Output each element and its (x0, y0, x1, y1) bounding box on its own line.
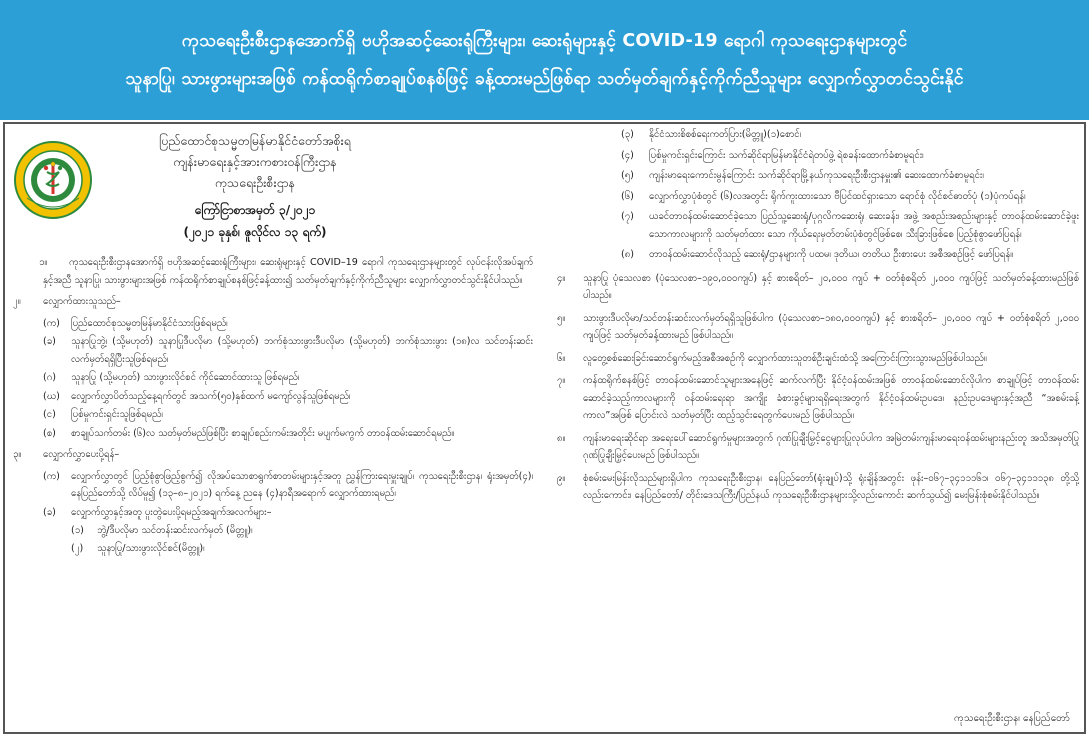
item-text: ယခင်တာဝန်ထမ်းဆောင်ခဲ့သော ပြည်သူ့ဆေးရုံ/ပုဂ္ဂလိကဆေးရုံ၊ ဆေးခန်း၊ အဖွဲ့ အစည်းအစည်းများနှင့် တာဝန်ထမ်းဆောင်ခဲ့ဖူးသောကာလများကို သတ်မှတ်ထား သော ကိုယ်ရေးမှတ်တမ်းပုံစံတွင်ဖြစ်စေ၊ သီးခြားဖြစ်စေ ပြည့်စုံစွာဖော်ပြရန်၊ (649, 211, 1079, 240)
item-number: (၆) (621, 190, 634, 202)
sub-list-item (13, 540, 533, 558)
paragraph-2 (13, 293, 533, 311)
list-item (13, 315, 533, 333)
paragraph-number: ၁။ (39, 257, 48, 268)
sub-list-item (549, 126, 1079, 144)
ministry-seal-icon (13, 140, 93, 220)
item-number: (ခ) (43, 336, 56, 347)
paragraph-number: ၈။ (557, 432, 566, 444)
list-item (13, 425, 533, 443)
item-number: (က) (43, 470, 60, 482)
left-column (13, 254, 533, 557)
paragraph-number: ၂။ (13, 296, 21, 307)
paragraph-number: ၅။ (557, 312, 566, 324)
paragraph-number: ၉။ (557, 472, 566, 484)
notice-number: ကြော်ငြာစာအမှတ် ၃/၂၀၂၁ (194, 203, 316, 217)
sub-list-item (13, 522, 533, 540)
item-number: (ဃ) (43, 390, 60, 402)
item-text: လျှောက်လွှာပုံစံတွင် (၆)လအတွင်း ရိုက်ကူးထားသော ဗီပြင်ထင်ရှားသော ရောင်စုံ လိုင်စင်ဓာတ်ပုံ (၁)ပုံကပ်ရန်၊ (649, 190, 1026, 202)
sub-list-item (549, 246, 1079, 264)
item-text: ပြစ်မှုကင်းရှင်းသူဖြစ်ရမည်၊ (71, 409, 163, 420)
notice-frame (3, 122, 1086, 734)
list-item (13, 406, 533, 424)
paragraph-text: ကျန်းမာရေးဆိုင်ရာ အရေးပေါ်ဆောင်ရွက်မှုများအတွက် ဂုဏ်ပြုချီးမြှင့်ငွေများပြုလုပ်ပါက အမြဲတမ်းကျန်းမာရေးဝန်ထမ်းများနည်းတူ အသိအမှတ်ပြု ဂုဏ်ပြုချီးမြှင့်ပေးမည် ဖြစ်ပါသည်။ (583, 432, 1079, 461)
ministry-name: ကျန်းမာရေးနှင့်အားကစားဝန်ကြီးဌာန (173, 154, 337, 169)
item-number: (၅) (621, 170, 634, 181)
item-number: (င) (43, 409, 56, 420)
item-number: (၁) (71, 525, 84, 536)
paragraph-3 (13, 446, 533, 464)
item-number: (က) (43, 317, 60, 329)
department-name: ကုသရေးဦးစီးဌာန (214, 175, 296, 190)
issuing-authority (105, 130, 405, 243)
paragraph-number: ၄။ (557, 272, 566, 284)
paragraph-number: ၃။ (13, 449, 22, 460)
item-text: လျှောက်လွှာနှင့်အတူ ပူးတွဲပေးပို့ရမည့်အချက်အလက်များ– (71, 506, 272, 518)
headline-banner (0, 0, 1089, 120)
list-item (13, 468, 533, 503)
item-text: စာချုပ်သက်တမ်း (၆)လ သတ်မှတ်မည်ဖြစ်ပြီး စာချုပ်စည်းကမ်းအတိုင်း မပျက်မကွက် တာဝန်ထမ်းဆောင်ရမည်။ (71, 427, 455, 439)
sub-list-item (549, 167, 1079, 185)
paragraph-text: သူနာပြု ပုံသေလစာ (ပုံသေလစာ–၁၉၀,၀၀၀ကျပ်) နှင့် စားစရိတ်– ၂၀,၀၀၀ ကျပ် + ဝတ်စုံစရိတ် ၂,၀၀၀ ကျပ်ဖြင့် သတ်မှတ်ခန့်ထားမည်ဖြစ်ပါသည်။ (583, 272, 1079, 301)
item-number: (၂) (71, 542, 84, 554)
item-text: သူနာပြု (သို့မဟုတ်) သားဖွားလိုင်စင် ကိုင်ဆောင်ထားသူ ဖြစ်ရမည်၊ (71, 372, 300, 383)
right-column (549, 126, 1079, 510)
paragraph-title: လျှောက်ထားသူသည်– (43, 296, 121, 307)
item-text: ကျန်းမာရေးကောင်းမွန်ကြောင်း သက်ဆိုင်ရာမြို့နယ်ကုသရေးဦးစီးဌာနမှူး၏ ဆေးထောက်ခံစာမူရင်း၊ (649, 170, 984, 181)
paragraph-6 (549, 350, 1079, 368)
paragraph-7 (549, 372, 1079, 425)
item-number: (ခ) (43, 506, 56, 518)
sub-list-item (549, 147, 1079, 165)
paragraph-number: ၇။ (557, 375, 566, 386)
paragraph-1 (13, 254, 533, 289)
item-number: (စ) (43, 427, 56, 439)
headline-line-2: သူနာပြု၊ သားဖွားများအဖြစ် ကန်ထရိုက်စာချုပ်စနစ်ဖြင့် ခန့်ထားမည်ဖြစ်ရာ သတ်မှတ်ချက်နှင့်ကိုက်ညီသူများ လျှောက်လွှာတင်သွင်းနိုင် (125, 69, 964, 89)
list-item (13, 388, 533, 406)
paragraph-4 (549, 270, 1079, 305)
government-name: ပြည်ထောင်စုသမ္မတမြန်မာနိုင်ငံတော်အစိုးရ (159, 133, 351, 148)
item-text: သူနာပြု/သားဖွားလိုင်စင်(မိတ္တူ)၊ (97, 542, 205, 554)
paragraph-number: ၆။ (557, 352, 566, 364)
paragraph-5 (549, 310, 1079, 345)
list-item (13, 504, 533, 522)
item-number: (ဂ) (43, 372, 56, 383)
item-text: ဘွဲ့/ဒီပလိုမာ သင်တန်းဆင်းလက်မှတ် (မိတ္တူ)၊ (97, 525, 253, 536)
paragraph-text: လူတွေ့စစ်ဆေးခြင်းဆောင်ရွက်မည့်အစီအစဉ်ကို လျှောက်ထားသူတစ်ဦးချင်းထံသို့ အကြောင်းကြားသွားမည်ဖြစ်ပါသည်။ (583, 352, 987, 364)
item-text: လျှောက်လွှာတွင် ပြည့်စုံစွာဖြည့်စွက်၍ လိုအပ်သောစာရွက်စာတမ်းများနှင့်အတူ ညွှန်ကြားရေးမှူးချုပ်၊ ကုသရေးဦးစီးဌာန၊ ရုံးအမှတ်(၄)၊ နေပြည်တော်သို့ လိပ်မူ၍ (၁၃–၈–၂၀၂၁) ရက်နေ့ ညနေ (၄)နာရီအရောက် လျှောက်ထားရမည်၊ (71, 470, 533, 499)
item-text: တာဝန်ထမ်းဆောင်လိုသည့် ဆေးရုံ/ဌာနများကို ပထမ၊ ဒုတိယ၊ တတိယ ဦးစားပေး အစီအစဉ်ဖြင့် ဖော်ပြရန်။ (649, 249, 1014, 260)
item-number: (၄) (621, 149, 634, 161)
paragraph-9 (549, 470, 1079, 505)
item-text: နိုင်ငံသားစိစစ်ရေးကတ်ပြား(မိတ္တူ)(၁)စောင်၊ (649, 129, 802, 140)
paragraph-text: ကန်ထရိုက်စနစ်ဖြင့် တာဝန်ထမ်းဆောင်သူများအနေဖြင့် ဆက်လက်ပြီး နိုင်ငံ့ဝန်ထမ်းအဖြစ် တာဝန်ထမ်းဆောင်လိုပါက စာချုပ်ဖြင့် တာဝန်ထမ်းဆောင်ခဲ့သည့်ကာလများကို ဝန်ထမ်းရေးရာ အကျိုး ခံစားခွင့်များရရှိရေးအတွက် နိုင်ငံ့ဝန်ထမ်းဥပဒေ၊ နည်းဥပဒေများနှင့်အညီ “အစမ်းခန့်ကာလ”အဖြစ် ပြောင်းလဲ သတ်မှတ်ပြီး ထည့်သွင်းရေတွက်ပေးမည် ဖြစ်ပါသည်။ (583, 375, 1079, 421)
list-item (13, 333, 533, 368)
paragraph-text: ကုသရေးဦးစီးဌာနအောက်ရှိ ဗဟိုအဆင့်ဆေးရုံကြီးများ၊ ဆေးရုံများနှင့် COVID–19 ရောဂါ ကုသရေးဌာနများတွင် လုပ်ငန်းလိုအပ်ချက်နှင့်အညီ သူနာပြု၊ သားဖွားများအဖြစ် ကန်ထရိုက်စာချုပ်စနစ်ဖြင့်ခန့်ထား၍ သတ်မှတ်ချက်နှင့်ကိုက်ညီသူများ လျှောက်လွှာတင်သွင်းနိုင်ပါသည်။ (43, 257, 533, 286)
paragraph-text: စုံစမ်းမေးမြန်းလိုသည်များရှိပါက ကုသရေးဦးစီးဌာန၊ နေပြည်တော်(ရုံးချုပ်)သို့ ရုံးချိန်အတွင်း ဖုန်း–၀၆၇–၃၄၁၁၁၆၁၊ ၀၆၇–၃၄၁၁၁၃၈ တို့သို့လည်းကောင်း၊ နေပြည်တော်/ တိုင်းဒေသကြီး/ပြည်နယ် ကုသရေးဦးစီးဌာနများသို့လည်းကောင်း ဆက်သွယ်၍ မေးမြန်းစုံစမ်းနိုင်ပါသည်။ (583, 472, 1079, 501)
item-number: (၃) (621, 129, 634, 140)
item-number: (၇) (621, 211, 634, 222)
sub-list-item (549, 208, 1079, 243)
item-text: ပြည်ထောင်စုသမ္မတမြန်မာနိုင်ငံသားဖြစ်ရမည်၊ (71, 317, 228, 329)
sub-list-item (549, 188, 1079, 206)
item-text: လျှောက်လွှာပိတ်သည့်နေ့ရက်တွင် အသက်(၅၀)နှစ်ထက် မကျော်လွန်သူဖြစ်ရမည်၊ (71, 390, 351, 402)
signoff: ကုသရေးဦးစီးဌာန၊ နေပြည်တော် (954, 713, 1070, 724)
notice-date: (၂၀၂၁ ခုနှစ်၊ ဇူလိုင်လ ၁၃ ရက်) (183, 225, 327, 239)
item-text: သူနာပြုဘွဲ့၊ (သို့မဟုတ်) သူနာပြုဒီပလိုမာ (သို့မဟုတ်) ဘက်စုံသားဖွားဒီပလိုမာ (သို့မဟုတ်) ဘက်စုံသားဖွား (၁၈)လ သင်တန်းဆင်းလက်မှတ်ရရှိပြီးသူဖြစ်ရမည်၊ (71, 336, 533, 365)
list-item (13, 369, 533, 387)
paragraph-title: လျှောက်လွှာပေးပို့ရန်– (43, 449, 120, 460)
headline-line-1: ကုသရေးဦးစီးဌာနအောက်ရှိ ဗဟိုအဆင့်ဆေးရုံကြီးများ၊ ဆေးရုံများနှင့် COVID-19 ရောဂါ ကုသရေးဌာနများတွင် (181, 31, 908, 51)
paragraph-8 (549, 430, 1079, 465)
paragraph-text: သားဖွားဒီပလိုမာ/သင်တန်းဆင်းလက်မှတ်ရရှိသူဖြစ်ပါက (ပုံသေလစာ–၁၈၀,၀၀၀ကျပ်) နှင့် စားစရိတ်– ၂၀,၀၀၀ ကျပ် + ဝတ်စုံစရိတ် ၂,၀၀၀ ကျပ်ဖြင့် သတ်မှတ်ခန့်ထားမည် ဖြစ်ပါသည်။ (583, 312, 1079, 341)
item-text: ပြစ်မှုကင်းရှင်းကြောင်း သက်ဆိုင်ရာမြန်မာနိုင်ငံရဲတပ်ဖွဲ့ ရဲစခန်းထောက်ခံစာမူရင်း၊ (649, 149, 924, 161)
item-number: (၈) (621, 249, 634, 260)
